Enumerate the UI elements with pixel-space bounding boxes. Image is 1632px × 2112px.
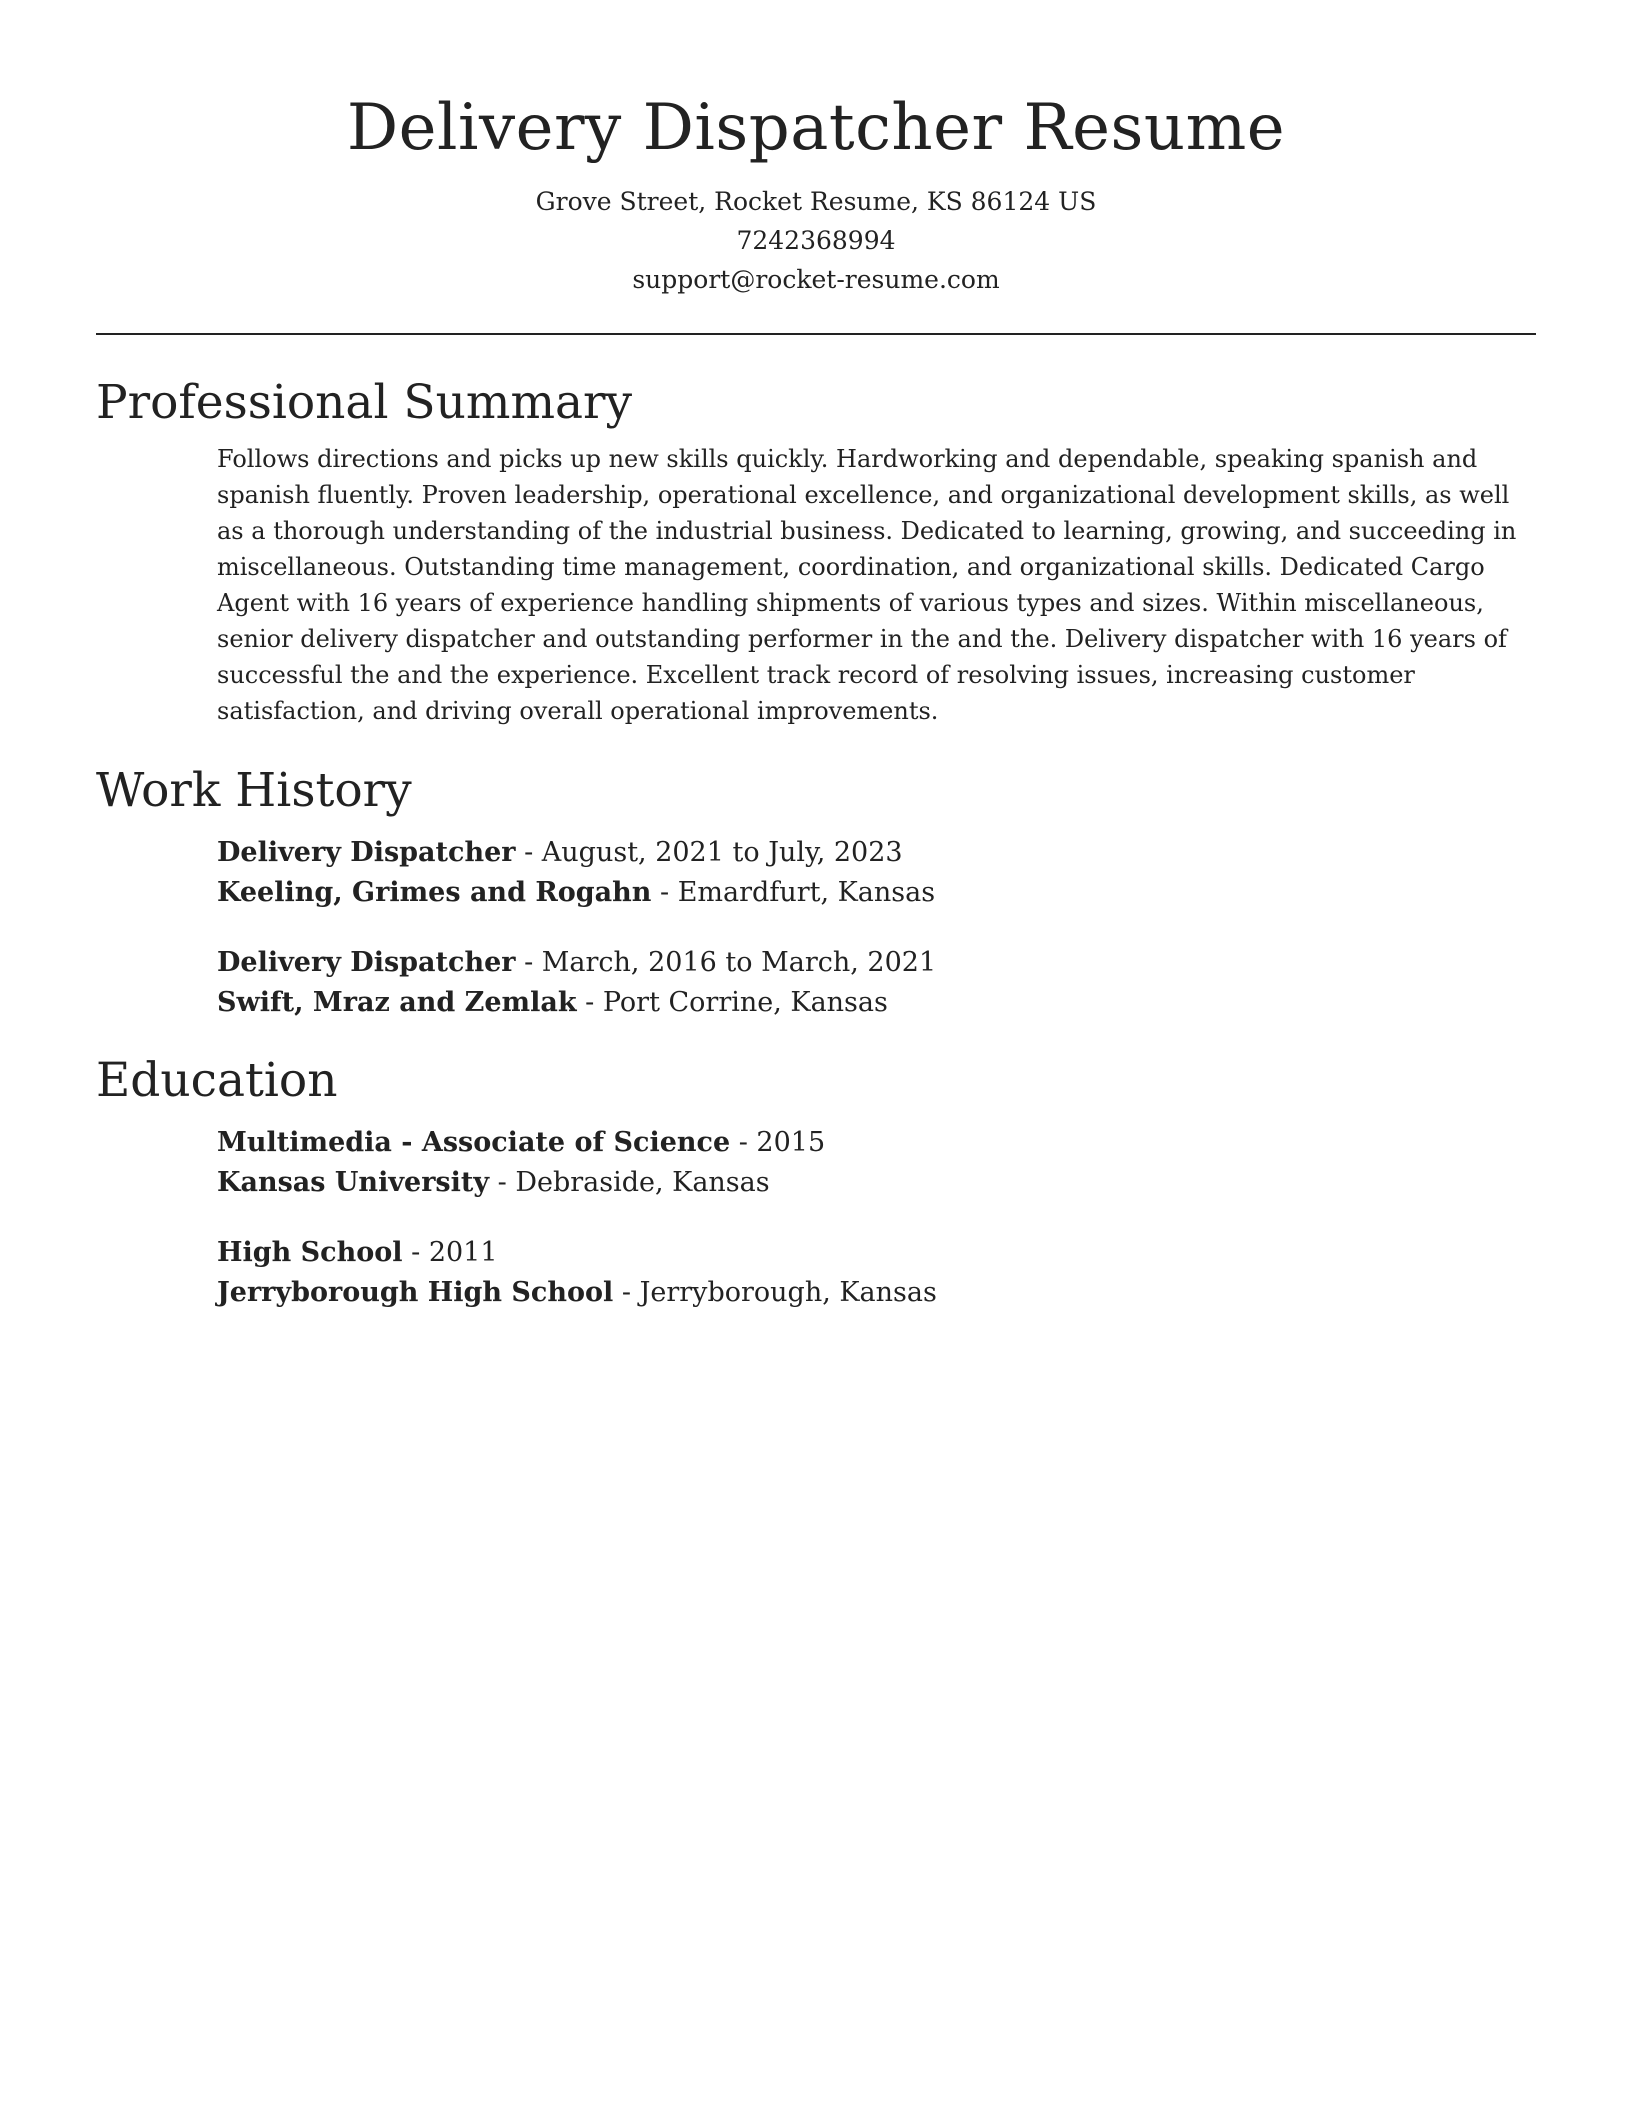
company-location: - Port Corrine, Kansas [576,987,888,1018]
section-title-summary: Professional Summary [96,375,633,430]
summary-text: Follows directions and picks up new skills quickly. Hardworking and dependable, speaking spanish and spanish fluently. Proven leadership, operational excellence, and organizational development skills, as well as a thorough understanding of the industrial business. Dedicated to learning, growing, and succeeding in miscellaneous. Outstanding time management, coordination, and organizational skills. Dedicated Cargo Agent with 16 years of experience handling shipments of various types and sizes. Within miscellaneous, senior delivery dispatcher and outstanding performer in the and the. Delivery dispatcher with 16 years of successful the and the experience. Excellent track record of resolving issues, increasing customer satisfaction, and driving overall operational improvements. [217,445,1517,725]
education-school-line [217,1273,1536,1313]
job-dates: - August, 2021 to July, 2023 [515,837,903,868]
resume-title: Delivery Dispatcher Resume [346,91,1286,165]
work-entry [217,833,1536,913]
education-degree-line [217,1233,1536,1273]
company-name: Keeling, Grimes and Rogahn [217,877,652,908]
work-entry-company-line [217,873,1536,913]
degree: Multimedia - Associate of Science [217,1127,731,1158]
education-school-line [217,1163,1536,1203]
education-entry [217,1123,1536,1203]
work-entry-role-line [217,833,1536,873]
section-title-work: Work History [96,763,412,818]
contact-info [96,182,1536,299]
summary-body [96,441,1536,729]
company-name: Swift, Mraz and Zemlak [217,987,577,1018]
contact-address: Grove Street, Rocket Resume, KS 86124 US [535,187,1097,216]
job-dates: - March, 2016 to March, 2021 [515,947,937,978]
education-entries [96,1123,1536,1313]
job-title: Delivery Dispatcher [217,837,516,868]
school-name: Jerryborough High School [217,1277,614,1308]
contact-phone: 7242368994 [736,226,896,255]
work-entries [96,833,1536,1023]
header-divider [96,333,1536,335]
work-history-section [96,759,1536,1023]
contact-email: support@rocket-resume.com [632,265,1000,294]
section-title-education: Education [96,1053,338,1108]
resume-header [96,0,1536,299]
education-degree-line [217,1123,1536,1163]
graduation-year: - 2015 [730,1127,826,1158]
school-name: Kansas University [217,1167,490,1198]
company-location: - Emardfurt, Kansas [651,877,936,908]
work-entry-company-line [217,983,1536,1023]
education-section [96,1049,1536,1313]
graduation-year: - 2011 [402,1237,498,1268]
job-title: Delivery Dispatcher [217,947,516,978]
degree: High School [217,1237,403,1268]
school-location: - Debraside, Kansas [489,1167,770,1198]
work-entry [217,943,1536,1023]
work-entry-role-line [217,943,1536,983]
school-location: - Jerryborough, Kansas [613,1277,937,1308]
professional-summary-section [96,371,1536,729]
education-entry [217,1233,1536,1313]
